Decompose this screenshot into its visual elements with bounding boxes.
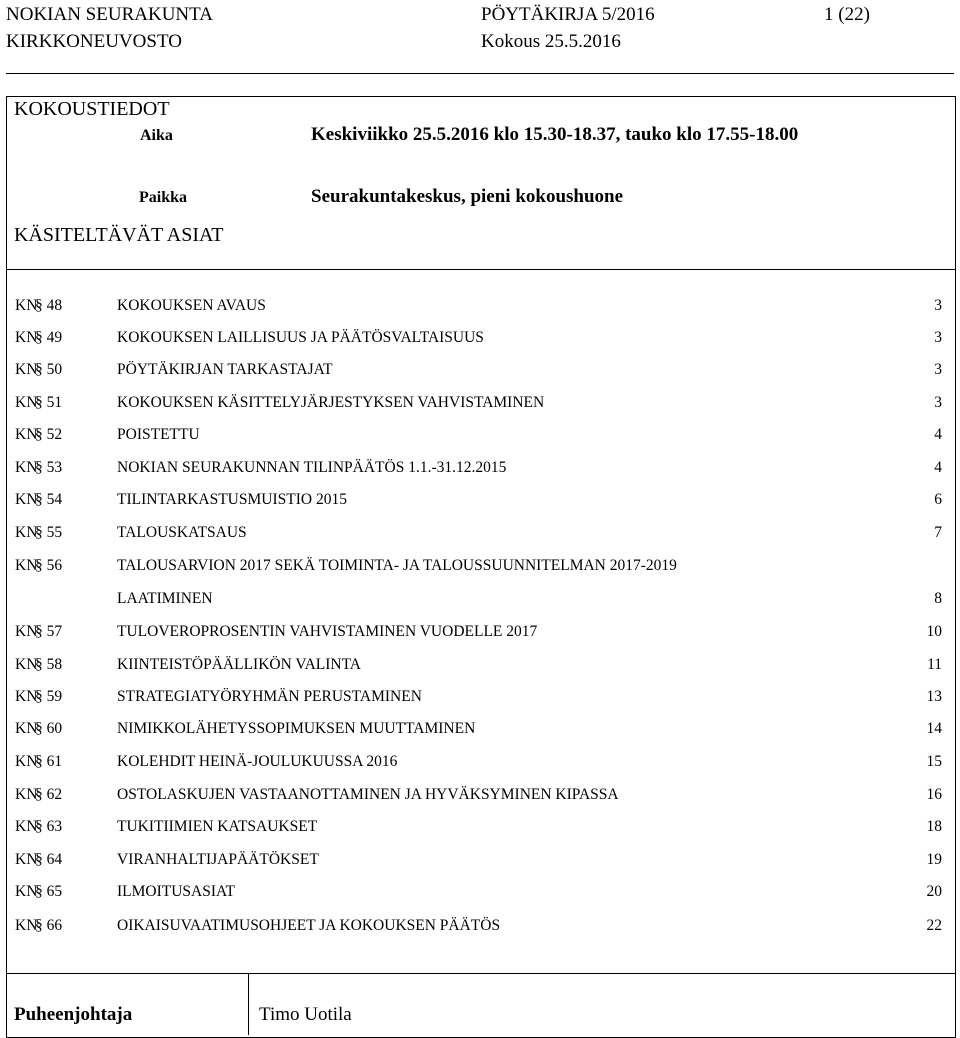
organization-body: KIRKKONEUVOSTO bbox=[6, 31, 182, 52]
agenda-item-title: KOLEHDIT HEINÄ-JOULUKUUSSA 2016 bbox=[117, 753, 398, 770]
agenda-item-page: 20 bbox=[926, 883, 942, 900]
agenda-item-number: § 54 bbox=[35, 491, 63, 508]
agenda-item-page: 3 bbox=[934, 394, 942, 411]
agenda-item-number: § 64 bbox=[35, 851, 63, 868]
page-number: 1 (22) bbox=[824, 4, 870, 25]
agenda-item-title: KOKOUKSEN AVAUS bbox=[117, 297, 266, 314]
agenda-item-prefix: KN bbox=[15, 459, 38, 476]
agenda-item-prefix: KN bbox=[15, 720, 38, 737]
agenda-item-page: 4 bbox=[934, 426, 942, 443]
agenda-item-number: § 57 bbox=[35, 623, 63, 640]
agenda-item-number: § 53 bbox=[35, 459, 63, 476]
agenda-item-page: 15 bbox=[926, 753, 942, 770]
agenda-item-prefix: KN bbox=[15, 917, 38, 934]
agenda-item-prefix: KN bbox=[15, 623, 38, 640]
agenda-item-page: 3 bbox=[934, 329, 942, 346]
agenda-item-prefix: KN bbox=[15, 361, 38, 378]
agenda-item-prefix: KN bbox=[15, 524, 38, 541]
agenda-item-page: 19 bbox=[926, 851, 942, 868]
agenda-item-title: ILMOITUSASIAT bbox=[117, 883, 235, 900]
agenda-item-number: § 58 bbox=[35, 656, 63, 673]
place-label: Paikka bbox=[139, 189, 188, 206]
chair-label: Puheenjohtaja bbox=[14, 1004, 133, 1025]
agenda-item-title: PÖYTÄKIRJAN TARKASTAJAT bbox=[117, 361, 333, 378]
time-value: Keskiviikko 25.5.2016 klo 15.30-18.37, tauko klo 17.55-18.00 bbox=[311, 124, 799, 145]
section-title-meeting: KOKOUSTIEDOT bbox=[14, 98, 170, 120]
time-label: Aika bbox=[140, 127, 173, 144]
agenda-item-number: § 65 bbox=[35, 883, 63, 900]
agenda-item-number: § 52 bbox=[35, 426, 63, 443]
agenda-item-prefix: KN bbox=[15, 786, 38, 803]
agenda-item-number: § 66 bbox=[35, 917, 63, 934]
agenda-item-number: § 61 bbox=[35, 753, 63, 770]
agenda-item-prefix: KN bbox=[15, 329, 38, 346]
agenda-item-title: STRATEGIATYÖRYHMÄN PERUSTAMINEN bbox=[117, 688, 422, 705]
agenda-item-number: § 55 bbox=[35, 524, 63, 541]
agenda-item-number: § 48 bbox=[35, 297, 63, 314]
section-title-agenda: KÄSITELTÄVÄT ASIAT bbox=[14, 224, 224, 246]
signature-divider bbox=[248, 973, 249, 1035]
agenda-item-page: 14 bbox=[926, 720, 942, 737]
agenda-item-title: LAATIMINEN bbox=[117, 590, 213, 607]
agenda-item-title: TUKITIIMIEN KATSAUKSET bbox=[117, 818, 318, 835]
agenda-item-number: § 56 bbox=[35, 557, 63, 574]
agenda-item-page: 13 bbox=[926, 688, 942, 705]
agenda-item-page: 3 bbox=[934, 297, 942, 314]
agenda-item-page: 8 bbox=[934, 590, 942, 607]
agenda-item-prefix: KN bbox=[15, 297, 38, 314]
agenda-item-number: § 51 bbox=[35, 394, 63, 411]
agenda-item-number: § 49 bbox=[35, 329, 63, 346]
agenda-item-title: OSTOLASKUJEN VASTAANOTTAMINEN JA HYVÄKSYMINEN KIPASSA bbox=[117, 786, 619, 803]
place-value: Seurakuntakeskus, pieni kokoushuone bbox=[311, 186, 624, 207]
divider-bottom bbox=[6, 973, 956, 974]
agenda-item-title: TULOVEROPROSENTIN VAHVISTAMINEN VUODELLE 2017 bbox=[117, 623, 538, 640]
agenda-item-prefix: KN bbox=[15, 851, 38, 868]
agenda-item-page: 11 bbox=[927, 656, 942, 673]
agenda-item-page: 3 bbox=[934, 361, 942, 378]
agenda-item-prefix: KN bbox=[15, 818, 38, 835]
agenda-item-number: § 62 bbox=[35, 786, 63, 803]
agenda-item-title: TILINTARKASTUSMUISTIO 2015 bbox=[117, 491, 347, 508]
agenda-item-number: § 60 bbox=[35, 720, 63, 737]
agenda-item-title: VIRANHALTIJAPÄÄTÖKSET bbox=[117, 851, 319, 868]
agenda-item-page: 22 bbox=[926, 917, 942, 934]
agenda-item-title: NIMIKKOLÄHETYSSOPIMUKSEN MUUTTAMINEN bbox=[117, 720, 476, 737]
agenda-item-title: KOKOUKSEN KÄSITTELYJÄRJESTYKSEN VAHVISTAMINEN bbox=[117, 394, 545, 411]
agenda-item-title: KOKOUKSEN LAILLISUUS JA PÄÄTÖSVALTAISUUS bbox=[117, 329, 484, 346]
agenda-item-title: KIINTEISTÖPÄÄLLIKÖN VALINTA bbox=[117, 656, 362, 673]
chair-name: Timo Uotila bbox=[259, 1004, 352, 1025]
agenda-item-page: 16 bbox=[926, 786, 942, 803]
agenda-item-page: 10 bbox=[926, 623, 942, 640]
agenda-item-title: POISTETTU bbox=[117, 426, 200, 443]
agenda-item-prefix: KN bbox=[15, 883, 38, 900]
organization-name: NOKIAN SEURAKUNTA bbox=[6, 4, 213, 25]
agenda-item-number: § 59 bbox=[35, 688, 63, 705]
agenda-item-title: TALOUSARVION 2017 SEKÄ TOIMINTA- JA TALOUSSUUNNITELMAN 2017-2019 bbox=[117, 557, 677, 574]
agenda-item-number: § 63 bbox=[35, 818, 63, 835]
agenda-item-page: 18 bbox=[926, 818, 942, 835]
meeting-date: Kokous 25.5.2016 bbox=[481, 31, 621, 52]
agenda-item-prefix: KN bbox=[15, 688, 38, 705]
agenda-item-prefix: KN bbox=[15, 557, 38, 574]
agenda-item-prefix: KN bbox=[15, 491, 38, 508]
agenda-item-prefix: KN bbox=[15, 753, 38, 770]
agenda-item-page: 7 bbox=[934, 524, 942, 541]
agenda-item-title: TALOUSKATSAUS bbox=[117, 524, 247, 541]
agenda-item-title: NOKIAN SEURAKUNNAN TILINPÄÄTÖS 1.1.-31.12.2015 bbox=[117, 459, 507, 476]
agenda-item-title: OIKAISUVAATIMUSOHJEET JA KOKOUKSEN PÄÄTÖS bbox=[117, 917, 501, 934]
agenda-item-page: 4 bbox=[934, 459, 942, 476]
header-rule bbox=[6, 73, 954, 74]
agenda-item-number: § 50 bbox=[35, 361, 63, 378]
agenda-item-prefix: KN bbox=[15, 426, 38, 443]
divider-top bbox=[6, 269, 956, 270]
agenda-item-prefix: KN bbox=[15, 394, 38, 411]
agenda-item-prefix: KN bbox=[15, 656, 38, 673]
agenda-item-page: 6 bbox=[934, 491, 942, 508]
document-title: PÖYTÄKIRJA 5/2016 bbox=[481, 4, 655, 25]
